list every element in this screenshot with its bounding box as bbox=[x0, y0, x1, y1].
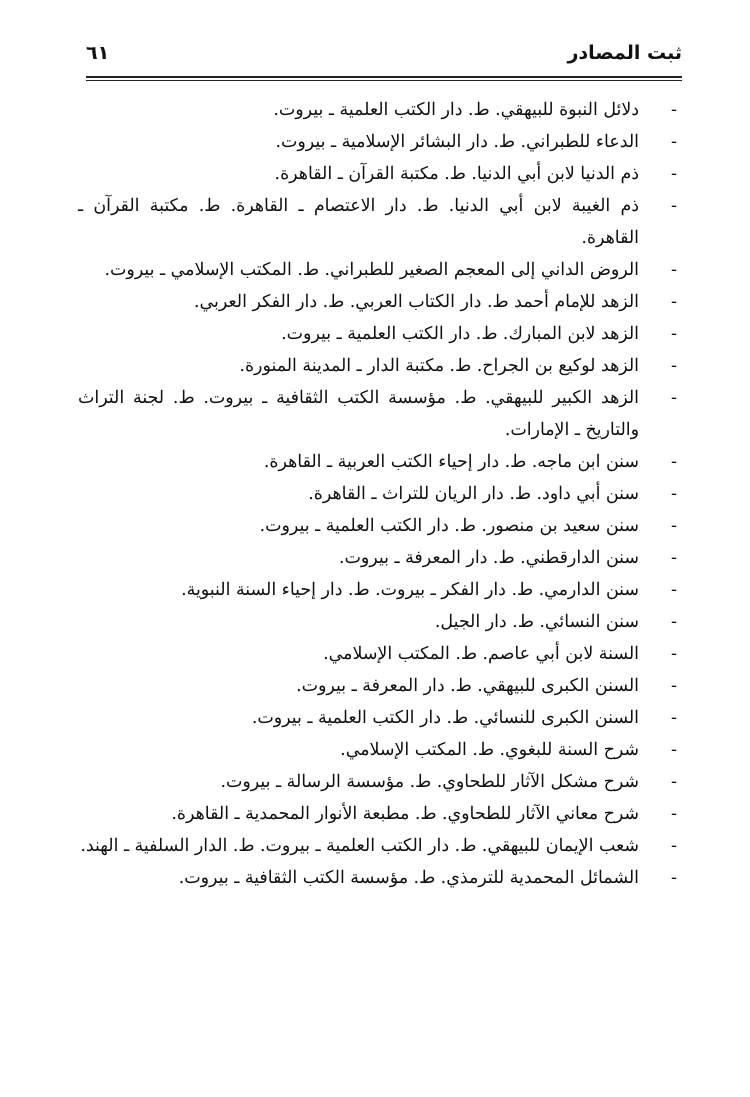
entry-bullet: - bbox=[671, 100, 677, 120]
bibliography-entry bbox=[78, 574, 682, 606]
bibliography-entry bbox=[78, 446, 682, 478]
bibliography-entry bbox=[78, 798, 682, 830]
bibliography-entry bbox=[78, 862, 682, 894]
entry-bullet: - bbox=[671, 356, 677, 376]
page-number: ٦١ bbox=[86, 42, 110, 64]
entry-bullet: - bbox=[671, 164, 677, 184]
bibliography-entry bbox=[78, 382, 682, 446]
bibliography-entry bbox=[78, 190, 682, 254]
entry-bullet: - bbox=[671, 324, 677, 344]
page-header bbox=[86, 40, 682, 74]
bibliography-entry bbox=[78, 542, 682, 574]
entry-text: دلائل النبوة للبيهقي. ط. دار الكتب العلمية ـ بيروت. bbox=[273, 100, 639, 120]
entry-bullet: - bbox=[671, 676, 677, 696]
entry-text: السنن الكبرى للنسائي. ط. دار الكتب العلمية ـ بيروت. bbox=[251, 708, 639, 728]
entry-text: ذم الدنيا لابن أبي الدنيا. ط. مكتبة القرآن ـ القاهرة. bbox=[274, 164, 639, 184]
entry-bullet: - bbox=[671, 292, 677, 312]
entry-bullet: - bbox=[671, 868, 677, 888]
bibliography-entry bbox=[78, 94, 682, 126]
entry-text: السنن الكبرى للبيهقي. ط. دار المعرفة ـ بيروت. bbox=[296, 676, 639, 696]
entry-text: ذم الغيبة لابن أبي الدنيا. ط. دار الاعتصام ـ القاهرة. ط. مكتبة القرآن ـ القاهرة. bbox=[78, 196, 639, 248]
bibliography-entry bbox=[78, 286, 682, 318]
bibliography-entry bbox=[78, 606, 682, 638]
entry-text: الروض الداني إلى المعجم الصغير للطبراني. ط. المكتب الإسلامي ـ بيروت. bbox=[104, 260, 639, 280]
bibliography-entry bbox=[78, 510, 682, 542]
entry-bullet: - bbox=[671, 580, 677, 600]
bibliography-entry bbox=[78, 766, 682, 798]
header-rule bbox=[86, 76, 682, 78]
entry-bullet: - bbox=[671, 196, 677, 216]
entry-bullet: - bbox=[671, 836, 677, 856]
bibliography-entry bbox=[78, 478, 682, 510]
entry-text: الزهد لوكيع بن الجراح. ط. مكتبة الدار ـ المدينة المنورة. bbox=[239, 356, 639, 376]
bibliography-entry bbox=[78, 702, 682, 734]
entry-bullet: - bbox=[671, 804, 677, 824]
bibliography-entry bbox=[78, 350, 682, 382]
bibliography-entry bbox=[78, 670, 682, 702]
entry-bullet: - bbox=[671, 612, 677, 632]
bibliography-entry bbox=[78, 126, 682, 158]
entry-bullet: - bbox=[671, 388, 677, 408]
entry-text: شرح السنة للبغوي. ط. المكتب الإسلامي. bbox=[340, 740, 639, 760]
entry-text: الشمائل المحمدية للترمذي. ط. مؤسسة الكتب الثقافية ـ بيروت. bbox=[178, 868, 639, 888]
entry-text: سنن الدارقطني. ط. دار المعرفة ـ بيروت. bbox=[338, 548, 639, 568]
entry-bullet: - bbox=[671, 132, 677, 152]
entry-bullet: - bbox=[671, 260, 677, 280]
entry-text: الزهد الكبير للبيهقي. ط. مؤسسة الكتب الثقافية ـ بيروت. ط. لجنة التراث والتاريخ ـ الإمارات. bbox=[78, 388, 639, 440]
bibliography-list bbox=[78, 94, 682, 894]
entry-bullet: - bbox=[671, 548, 677, 568]
entry-text: شرح مشكل الآثار للطحاوي. ط. مؤسسة الرسالة ـ بيروت. bbox=[220, 772, 639, 792]
entry-bullet: - bbox=[671, 740, 677, 760]
entry-text: سنن الدارمي. ط. دار الفكر ـ بيروت. ط. دار إحياء السنة النبوية. bbox=[181, 580, 639, 600]
entry-text: الدعاء للطبراني. ط. دار البشائر الإسلامية ـ بيروت. bbox=[275, 132, 639, 152]
bibliography-entry bbox=[78, 254, 682, 286]
entry-text: شعب الإيمان للبيهقي. ط. دار الكتب العلمية ـ بيروت. ط. الدار السلفية ـ الهند. bbox=[80, 836, 639, 856]
bibliography-entry bbox=[78, 638, 682, 670]
entry-bullet: - bbox=[671, 452, 677, 472]
entry-bullet: - bbox=[671, 644, 677, 664]
bibliography-entry bbox=[78, 158, 682, 190]
page-title: ثبت المصادر bbox=[567, 42, 682, 64]
entry-text: شرح معاني الآثار للطحاوي. ط. مطبعة الأنوار المحمدية ـ القاهرة. bbox=[171, 804, 639, 824]
entry-text: سنن أبي داود. ط. دار الريان للتراث ـ القاهرة. bbox=[308, 484, 639, 504]
entry-text: سنن النسائي. ط. دار الجيل. bbox=[434, 612, 639, 632]
entry-bullet: - bbox=[671, 484, 677, 504]
bibliography-entry bbox=[78, 734, 682, 766]
entry-text: السنة لابن أبي عاصم. ط. المكتب الإسلامي. bbox=[323, 644, 639, 664]
entry-text: الزهد لابن المبارك. ط. دار الكتب العلمية ـ بيروت. bbox=[281, 324, 639, 344]
bibliography-entry bbox=[78, 318, 682, 350]
header-rule-thin bbox=[86, 80, 682, 81]
entry-text: سنن سعيد بن منصور. ط. دار الكتب العلمية ـ بيروت. bbox=[259, 516, 639, 536]
bibliography-entry bbox=[78, 830, 682, 862]
entry-bullet: - bbox=[671, 772, 677, 792]
entry-bullet: - bbox=[671, 708, 677, 728]
entry-text: الزهد للإمام أحمد ط. دار الكتاب العربي. ط. دار الفكر العربي. bbox=[193, 292, 639, 312]
entry-text: سنن ابن ماجه. ط. دار إحياء الكتب العربية ـ القاهرة. bbox=[263, 452, 639, 472]
entry-bullet: - bbox=[671, 516, 677, 536]
